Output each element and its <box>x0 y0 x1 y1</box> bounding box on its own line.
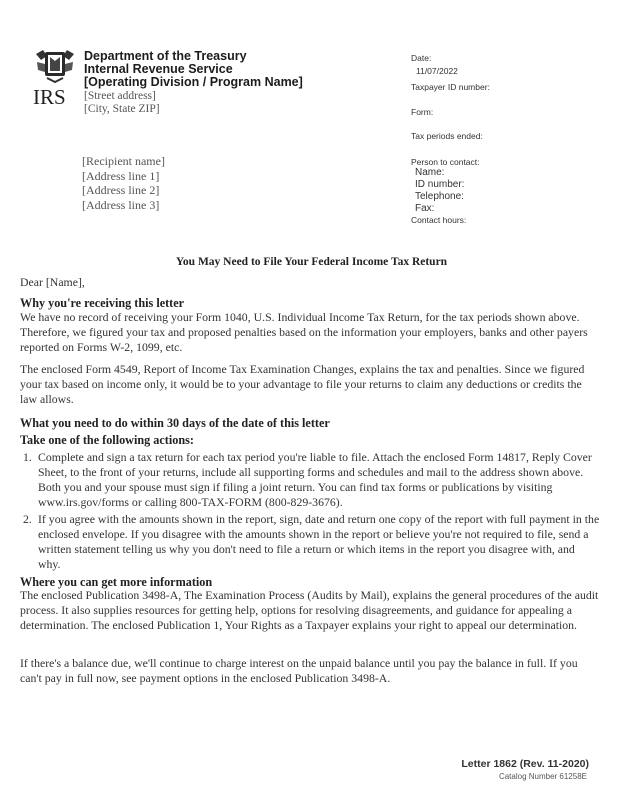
greeting: Dear [Name], <box>20 275 85 289</box>
more-info-paragraph: The enclosed Publication 3498-A, The Examination Process (Audits by Mail), explains the general procedures of the audit process. It also supplies resources for getting help, options for resolving disagreements, and guidance for appealing a determination. The enclosed Publication 1, Your Rights as a Taxpayer explains your right to appeal our determination. <box>20 588 599 632</box>
department-name: Department of the Treasury <box>84 49 247 63</box>
action-text: Complete and sign a tax return for each tax period you're liable to file. Attach the enclosed Form 14817, Reply Cover Sheet, to the front of your returns, include all supporting forms and schedules and mail to the address shown above. Both you and your spouse must sign if filing a joint return. You can find tax forms or publications by visiting www.irs.gov/forms or calling 800-TAX-FORM (800-829-3676). <box>38 450 592 509</box>
more-info-heading: Where you can get more information <box>20 575 213 589</box>
contact-id-label: ID number: <box>415 179 465 190</box>
contact-hours-label: Contact hours: <box>411 215 467 225</box>
letter-title: You May Need to File Your Federal Income Tax Return <box>175 256 448 268</box>
catalog-number: Catalog Number 61258E <box>498 772 587 781</box>
enclosed-form-paragraph: The enclosed Form 4549, Report of Income Tax Examination Changes, explains the tax and penalties. Since we figured your tax based on income only, it would be to your advantage to file your returns to claim any deductions or credits the law allows. <box>20 362 585 406</box>
contact-fax-label: Fax: <box>415 203 435 214</box>
recipient-address <box>82 154 165 212</box>
action-item-2 <box>23 512 600 572</box>
recipient-line2: [Address line 2] <box>82 183 160 197</box>
letter-number: Letter 1862 (Rev. 11-2020) <box>461 758 589 770</box>
take-actions-heading: Take one of the following actions: <box>20 433 194 447</box>
contact-telephone-label: Telephone: <box>415 191 464 202</box>
recipient-name: [Recipient name] <box>82 154 165 168</box>
form-label: Form: <box>411 107 434 117</box>
taxpayer-id-label: Taxpayer ID number: <box>411 82 490 92</box>
action-number: 2. <box>23 512 32 526</box>
why-heading: Why you're receiving this letter <box>20 296 185 310</box>
tax-periods-label: Tax periods ended: <box>411 131 483 141</box>
action-item-1 <box>23 450 600 510</box>
contact-name-label: Name: <box>415 167 445 178</box>
action-text: If you agree with the amounts shown in the report, sign, date and return one copy of the report with full payment in the enclosed envelope. If you disagree with the amounts shown in the report or believe you're not required to file, send a written statement telling us why you don't need to file a return or which items in the report you disagree with, and why. <box>38 512 600 571</box>
action-number: 1. <box>23 450 32 464</box>
irs-logo-text: IRS <box>33 85 66 108</box>
recipient-line3: [Address line 3] <box>82 197 160 212</box>
division-name: [Operating Division / Program Name] <box>84 75 303 89</box>
agency-block <box>84 50 303 89</box>
person-to-contact-label: Person to contact: <box>411 157 480 167</box>
why-paragraph: We have no record of receiving your Form 1040, U.S. Individual Income Tax Return, for the tax periods shown above. Therefore, we figured your tax and proposed penalties based on the information your employers, banks and other payers reported on Forms W-2, 1099, etc. <box>20 310 588 354</box>
service-name: Internal Revenue Service <box>84 62 233 76</box>
balance-paragraph: If there's a balance due, we'll continue to charge interest on the unpaid balance until you pay the balance in full. If you can't pay in full now, see payment options in the enclosed Publication 3498-A. <box>20 656 578 685</box>
date-value: 11/07/2022 <box>416 66 458 76</box>
date-label: Date: <box>411 53 432 63</box>
sender-city: [City, State ZIP] <box>84 103 160 115</box>
irs-eagle-emblem-icon <box>36 50 74 82</box>
sender-address <box>84 90 160 116</box>
irs-logo <box>33 48 77 108</box>
sender-street: [Street address] <box>84 90 156 102</box>
what-to-do-heading: What you need to do within 30 days of the date of this letter <box>20 416 330 430</box>
recipient-line1: [Address line 1] <box>82 168 160 183</box>
